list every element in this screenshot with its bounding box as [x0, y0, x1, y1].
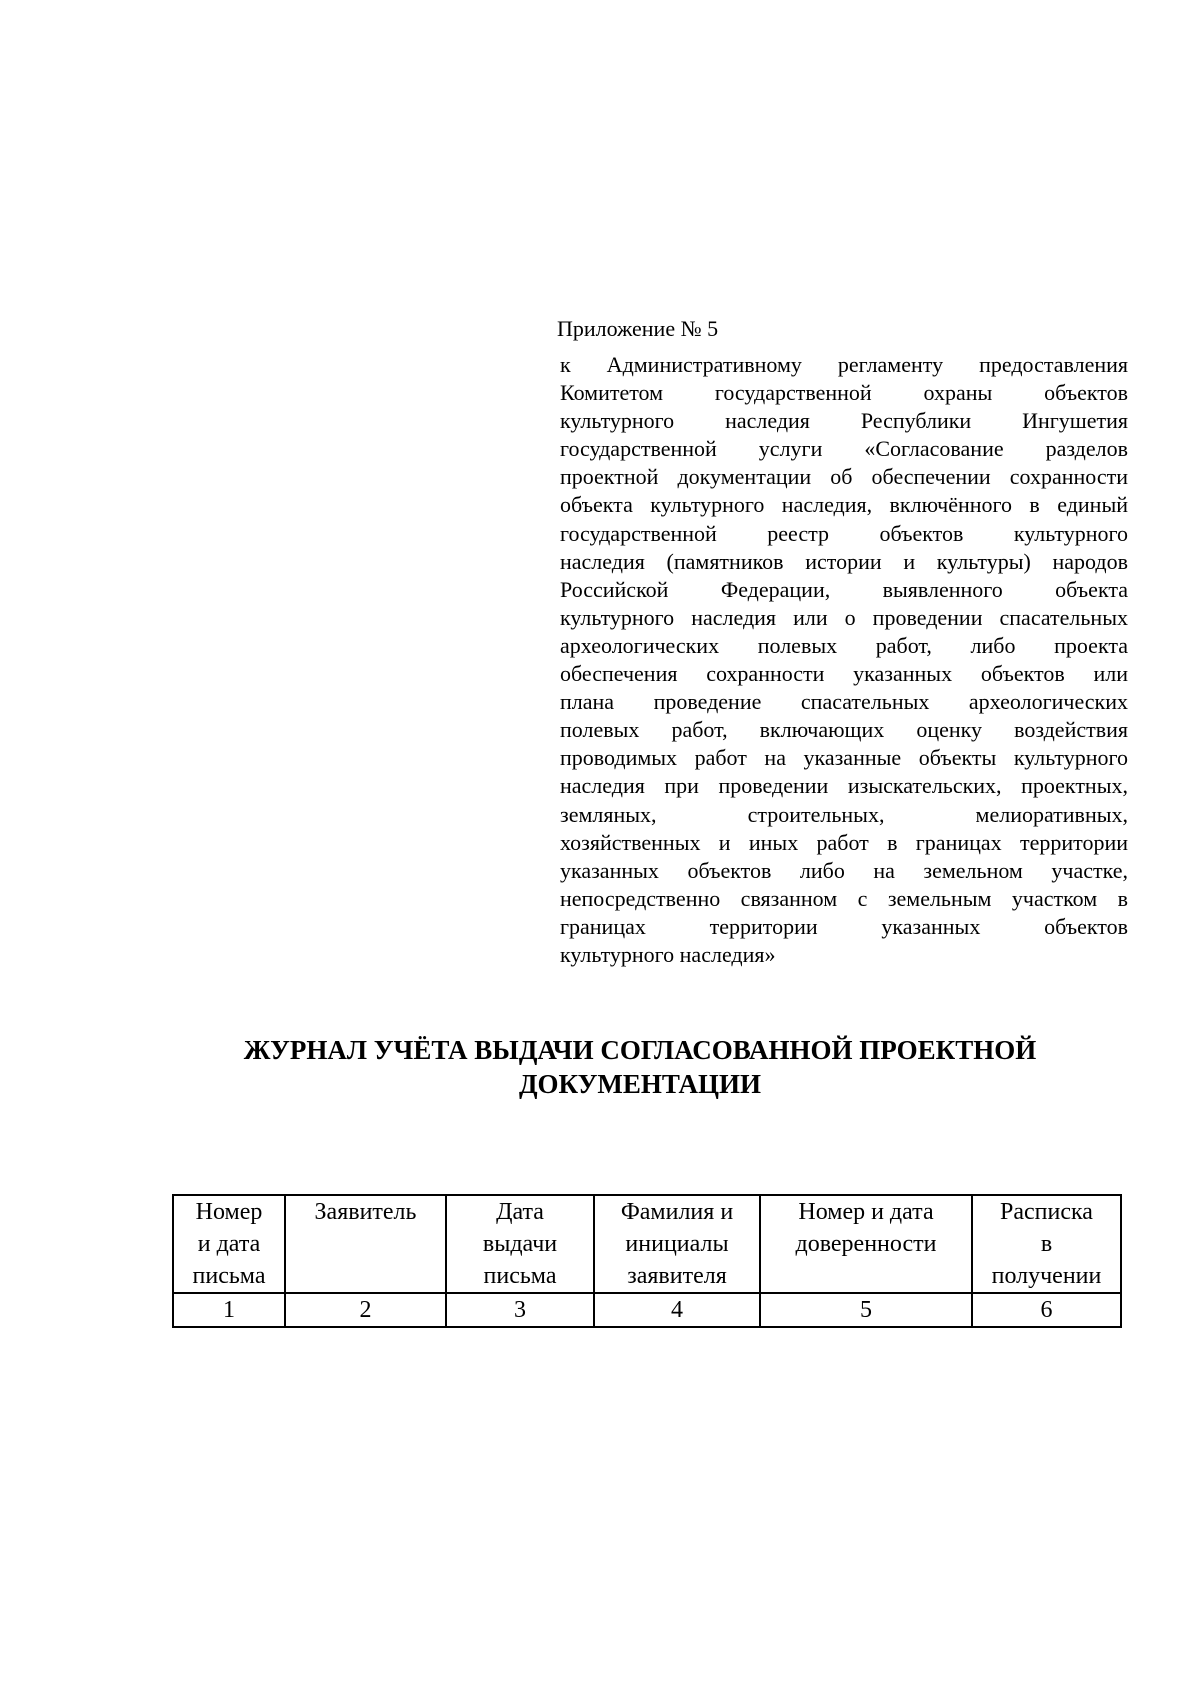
appendix-line: к Административному регламенту предоставления	[560, 352, 1128, 377]
appendix-line: проектной документации об обеспечении сохранности	[560, 464, 1128, 490]
appendix-line: археологических полевых работ, либо проекта	[560, 632, 1128, 658]
appendix-line: хозяйственных и иных работ в границах территории	[560, 829, 1128, 855]
column-header	[173, 1195, 285, 1293]
appendix-line: границах территории указанных объектов	[560, 913, 1128, 939]
appendix-line: непосредственно связанном с земельным участком в	[560, 885, 1128, 911]
column-header-text: Дата выдачи письма	[482, 1199, 558, 1289]
column-header	[972, 1195, 1121, 1293]
column-header-text: Номер и дата письма	[192, 1199, 266, 1289]
appendix-line: культурного наследия»	[560, 941, 776, 967]
appendix-line: проводимых работ на указанные объекты культурного	[560, 745, 1128, 771]
appendix-line: культурного наследия Республики Ингушетия	[560, 408, 1128, 434]
journal-table	[172, 1194, 1122, 1328]
appendix-line: наследия при проведении изыскательских, проектных,	[560, 773, 1128, 799]
appendix-line: Российской Федерации, выявленного объекта	[560, 576, 1128, 602]
column-number: 4	[594, 1293, 760, 1327]
journal-title	[120, 1033, 1160, 1101]
column-number: 6	[972, 1293, 1121, 1327]
column-header	[594, 1195, 760, 1293]
appendix-line: плана проведение спасательных археологических	[560, 689, 1128, 715]
column-header-text: Расписка в получении	[991, 1199, 1102, 1289]
appendix-text	[560, 351, 1128, 969]
appendix-line: государственной реестр объектов культурного	[560, 520, 1128, 546]
column-number: 3	[446, 1293, 594, 1327]
appendix-line: указанных объектов либо на земельном участке,	[560, 857, 1128, 883]
column-number: 1	[173, 1293, 285, 1327]
column-number: 2	[285, 1293, 446, 1327]
appendix-line: государственной услуги «Согласование разделов	[560, 436, 1128, 462]
appendix-line: объекта культурного наследия, включённого в единый	[560, 492, 1128, 518]
appendix-line: земляных, строительных, мелиоративных,	[560, 801, 1128, 827]
appendix-line: наследия (памятников истории и культуры) народов	[560, 548, 1128, 574]
appendix-label: Приложение № 5	[557, 316, 719, 341]
column-header-text: Фамилия и инициалы заявителя	[620, 1199, 734, 1289]
journal-title-line: ДОКУМЕНТАЦИИ	[518, 1069, 762, 1099]
appendix-line: культурного наследия или о проведении спасательных	[560, 604, 1128, 630]
column-header	[760, 1195, 972, 1293]
appendix-line: обеспечения сохранности указанных объектов или	[560, 661, 1128, 687]
appendix-line: полевых работ, включающих оценку воздействия	[560, 717, 1128, 743]
table-header-row	[173, 1195, 1121, 1293]
column-header	[285, 1195, 446, 1293]
appendix-line: Комитетом государственной охраны объектов	[560, 380, 1128, 406]
column-header-text: Заявитель	[314, 1199, 417, 1225]
journal-title-line: ЖУРНАЛ УЧЁТА ВЫДАЧИ СОГЛАСОВАННОЙ ПРОЕКТНОЙ	[243, 1035, 1037, 1065]
column-number: 5	[760, 1293, 972, 1327]
table-row	[173, 1293, 1121, 1327]
column-header-text: Номер и дата доверенности	[795, 1199, 937, 1257]
column-header	[446, 1195, 594, 1293]
